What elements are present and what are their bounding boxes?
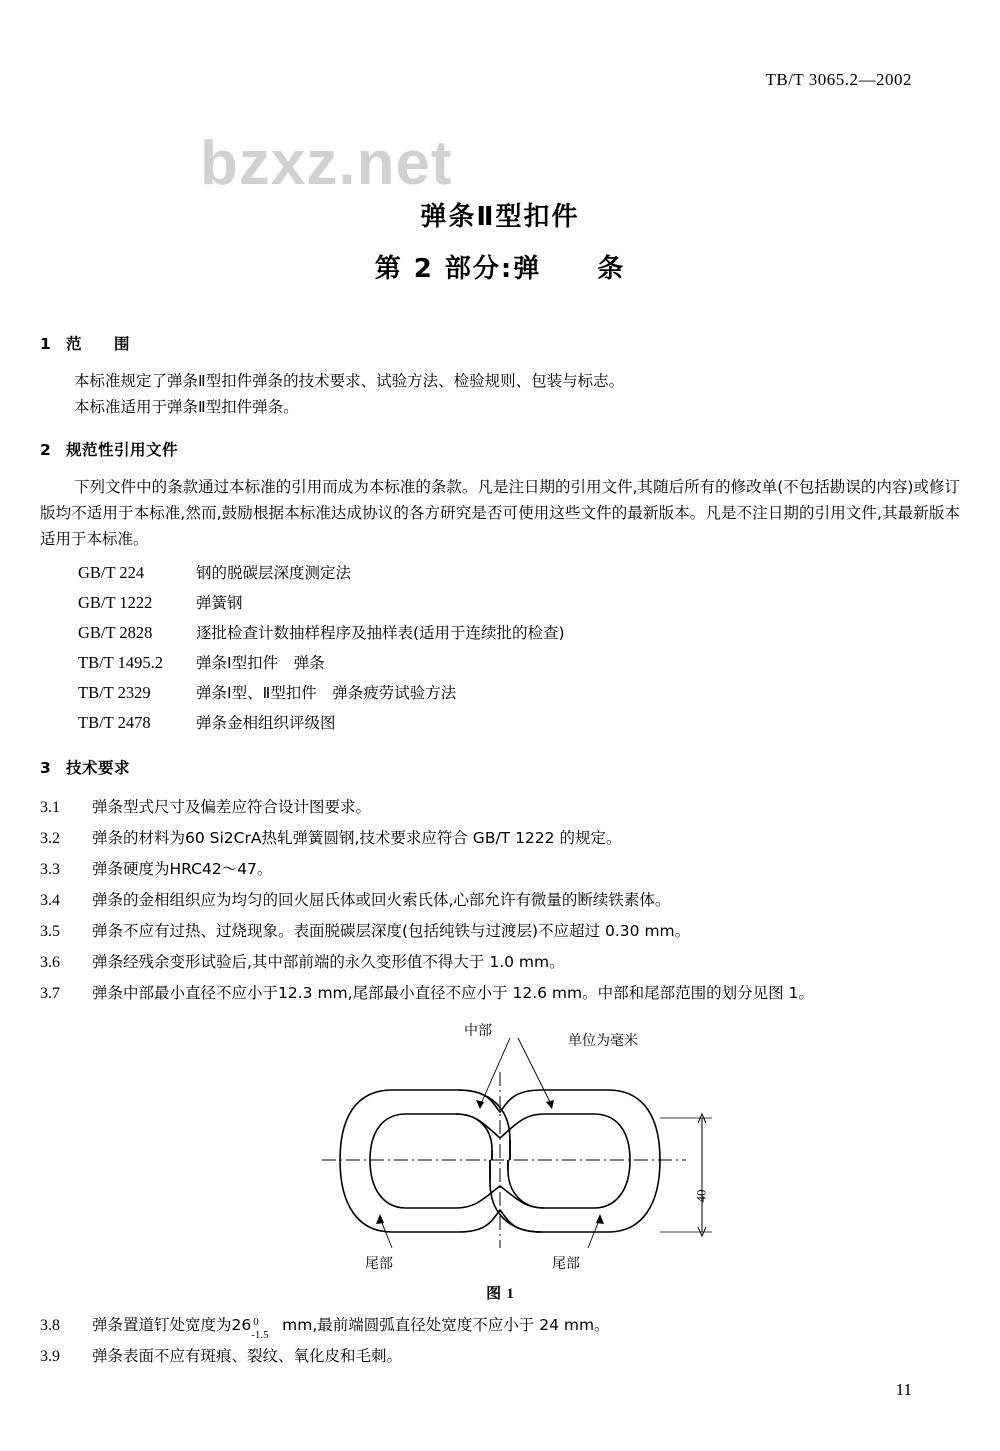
reference-code: TB/T 2478 <box>78 713 151 732</box>
reference-title: 弹条Ⅰ型、Ⅱ型扣件 弹条疲劳试验方法 <box>196 684 457 702</box>
section-heading-2 <box>40 438 960 460</box>
section-title-2: 规范性引用文件 <box>66 441 179 459</box>
reference-item <box>40 648 960 678</box>
reference-code: GB/T 1222 <box>78 593 153 612</box>
figure-caption-prefix: 图 <box>486 1284 502 1302</box>
section-number-3: 3 <box>40 759 52 777</box>
reference-item <box>40 558 960 588</box>
clause-3-1 <box>40 792 960 823</box>
clause-number: 3.9 <box>40 1348 60 1365</box>
bottom-clauses <box>40 1310 960 1372</box>
figure-tail-label-left: 尾部 <box>365 1256 393 1272</box>
paragraph-2-1: 下列文件中的条款通过本标准的引用而成为本标准的条款。凡是注日期的引用文件,其随后所有的修改单(不包括勘误的内容)或修订版均不适用于本标准,然而,鼓励根据本标准达成协议的各方研究是否可使用这些文件的最新版本。凡是不注日期的引用文件,其最新版本适用于本标准。 <box>40 478 960 548</box>
reference-item <box>40 708 960 738</box>
figure-caption <box>40 1282 960 1303</box>
reference-item <box>40 618 960 648</box>
clause-3-7 <box>40 978 960 1009</box>
figure-dimension-40: 40 <box>693 1189 709 1203</box>
figure-1 <box>40 1010 960 1310</box>
reference-code: GB/T 2828 <box>78 623 153 642</box>
clause-3-4 <box>40 885 960 916</box>
clause-number: 3.2 <box>40 830 60 847</box>
spring-clip-drawing <box>40 1010 960 1270</box>
clause-3-8 <box>40 1310 960 1341</box>
document-subtitle: 第 2 部分:弹 条 <box>374 254 626 284</box>
clause-3-2 <box>40 823 960 854</box>
reference-title: 钢的脱碳层深度测定法 <box>196 564 352 582</box>
clause-text: 弹条中部最小直径不应小于12.3 mm,尾部最小直径不应小于 12.6 mm。中部和尾部范围的划分见图 1。 <box>92 984 814 1002</box>
standard-number: TB/T 3065.2—2002 <box>765 70 912 89</box>
clause-text-pre: 弹条置道钉处宽度为26 <box>92 1316 252 1334</box>
clause-text: 弹条经残余变形试验后,其中部前端的永久变形值不得大于 1.0 mm。 <box>92 953 565 971</box>
section-heading-1 <box>40 332 960 354</box>
figure-tail-label-right: 尾部 <box>552 1256 580 1272</box>
paragraph-1-1: 本标准规定了弹条Ⅱ型扣件弹条的技术要求、试验方法、检验规则、包装与标志。 <box>74 372 625 390</box>
figure-unit-label: 单位为毫米 <box>568 1033 638 1049</box>
reference-item <box>40 678 960 708</box>
clause-number: 3.1 <box>40 799 60 816</box>
tolerance-fraction <box>251 1316 277 1341</box>
clause-number: 3.7 <box>40 985 60 1002</box>
section-number-1: 1 <box>40 335 52 353</box>
clause-number: 3.8 <box>40 1317 60 1334</box>
reference-title: 弹簧钢 <box>196 594 243 612</box>
section-title-1: 范 围 <box>66 335 131 353</box>
section-number-2: 2 <box>40 441 52 459</box>
paragraph-1-2: 本标准适用于弹条Ⅱ型扣件弹条。 <box>74 398 299 416</box>
section-title-3: 技术要求 <box>66 759 131 777</box>
reference-item <box>40 588 960 618</box>
document-body <box>40 332 960 1009</box>
watermark: bzxz.net <box>200 129 453 198</box>
figure-caption-number: 1 <box>506 1286 514 1302</box>
clause-text: 弹条不应有过热、过烧现象。表面脱碳层深度(包括纯铁与过渡层)不应超过 0.30 mm。 <box>92 922 691 940</box>
figure-middle-label: 中部 <box>464 1023 492 1039</box>
reference-code: GB/T 224 <box>78 563 145 582</box>
tolerance-upper: 0 <box>253 1316 259 1328</box>
clause-text: 弹条表面不应有斑痕、裂纹、氧化皮和毛刺。 <box>92 1347 403 1365</box>
tolerance-lower: -1.5 <box>251 1329 269 1341</box>
clause-text: 弹条硬度为HRC42～47。 <box>92 860 273 878</box>
document-title: 弹条Ⅱ型扣件 <box>420 202 580 232</box>
clause-number: 3.5 <box>40 923 60 940</box>
clause-3-5 <box>40 916 960 947</box>
clause-number: 3.4 <box>40 892 60 909</box>
reference-title: 逐批检查计数抽样程序及抽样表(适用于连续批的检查) <box>196 624 565 642</box>
section-heading-3 <box>40 756 960 778</box>
clause-number: 3.6 <box>40 954 60 971</box>
clause-text: 弹条型式尺寸及偏差应符合设计图要求。 <box>92 798 372 816</box>
clause-3-6 <box>40 947 960 978</box>
reference-code: TB/T 1495.2 <box>78 653 163 672</box>
reference-code: TB/T 2329 <box>78 683 151 702</box>
clause-3-9 <box>40 1341 960 1372</box>
clause-text: 弹条的材料为60 Si2CrA热轧弹簧圆钢,技术要求应符合 GB/T 1222 的规定。 <box>92 829 622 847</box>
clause-number: 3.3 <box>40 861 60 878</box>
page-number: 11 <box>895 1380 912 1399</box>
clause-text-post: mm,最前端圆弧直径处宽度不应小于 24 mm。 <box>277 1316 610 1334</box>
clause-text: 弹条的金相组织应为均匀的回火屈氏体或回火索氏体,心部允许有微量的断续铁素体。 <box>92 891 671 909</box>
clause-3-3 <box>40 854 960 885</box>
reference-title: 弹条Ⅰ型扣件 弹条 <box>196 654 325 672</box>
reference-title: 弹条金相组织评级图 <box>196 714 336 732</box>
